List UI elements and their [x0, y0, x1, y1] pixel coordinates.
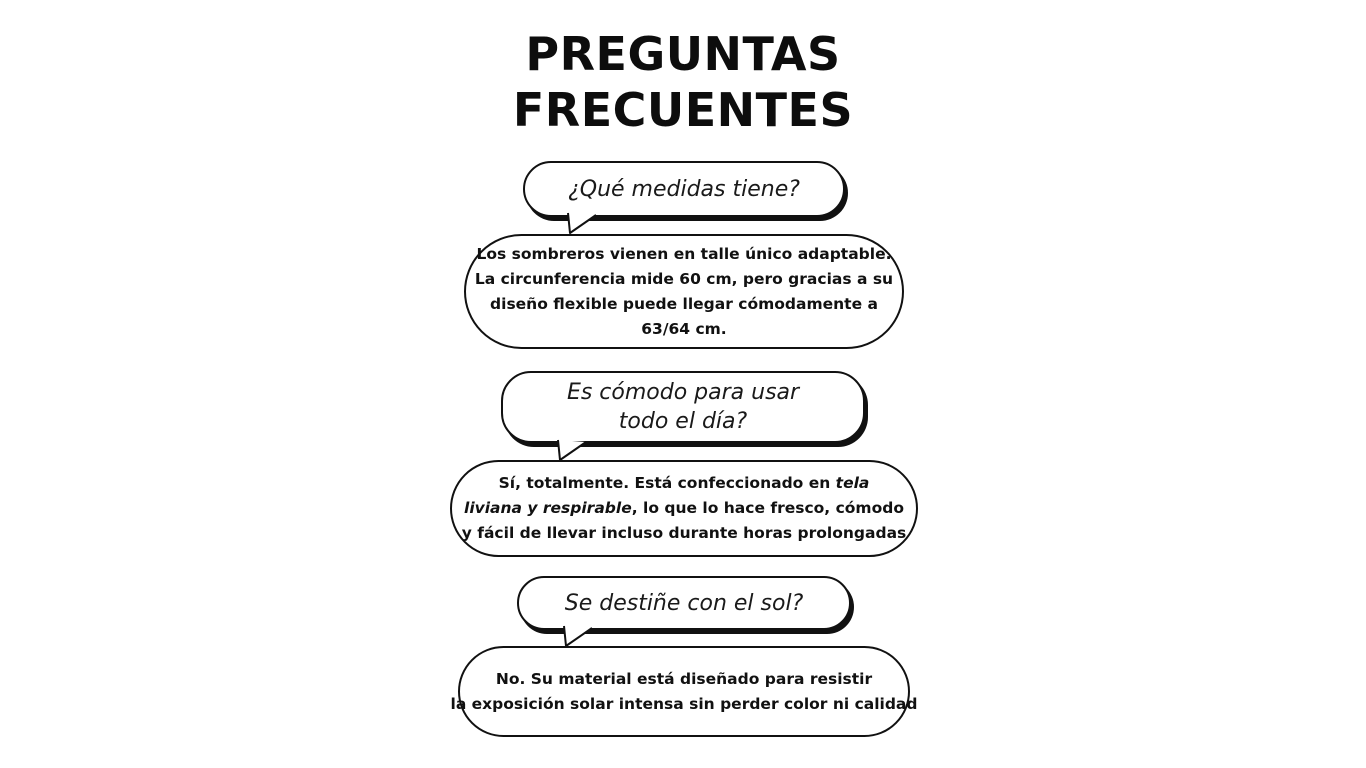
faq-3-answer-line-1: No. Su material está diseñado para resistir: [495, 669, 873, 688]
faq-3-question-text: Se destiñe con el sol?: [564, 590, 804, 616]
faq-1-answer-bubble: [464, 234, 904, 349]
faq-2-answer-line-1-emphasis: tela: [835, 474, 870, 492]
faq-1-answer-line-4: 63/64 cm.: [641, 319, 727, 338]
faq-2-answer-bubble: [450, 460, 918, 557]
faq-2-question-bubble: [501, 371, 865, 443]
faq-2-answer-line-1: [462, 471, 907, 496]
page-title: [0, 26, 1366, 138]
faq-3-question-bubble: [517, 576, 851, 630]
faq-3-answer-bubble: [450, 646, 918, 737]
faq-1-answer-line-3: diseño flexible puede llegar cómodamente a: [490, 294, 878, 313]
faq-3-answer-line-2: la exposición solar intensa sin perder color ni calidad: [450, 694, 918, 713]
faq-2-answer-line-3: y fácil de llevar incluso durante horas prolongadas: [461, 524, 907, 542]
faq-1-question-text: ¿Qué medidas tiene?: [568, 176, 800, 202]
faq-2-answer-line-2-emphasis: liviana y respirable: [464, 499, 632, 517]
faq-2-question-line-2: todo el día?: [618, 409, 748, 434]
faq-2-answer-line-2: [462, 496, 907, 521]
faq-2-answer-line-2-plain: , lo que lo hace fresco, cómodo: [631, 499, 904, 517]
faq-1-answer-line-1: Los sombreros vienen en talle único adaptable.: [476, 244, 892, 263]
faq-1-question-bubble: [523, 161, 845, 217]
faq-2-answer-line-1-plain: Sí, totalmente. Está confeccionado en: [498, 474, 836, 492]
page-title-line-2: FRECUENTES: [512, 83, 854, 137]
faq-1-answer-line-2: La circunferencia mide 60 cm, pero gracias a su: [474, 269, 894, 288]
page-title-line-1: PREGUNTAS: [525, 27, 841, 81]
faq-2-question-line-1: Es cómodo para usar: [566, 380, 800, 405]
